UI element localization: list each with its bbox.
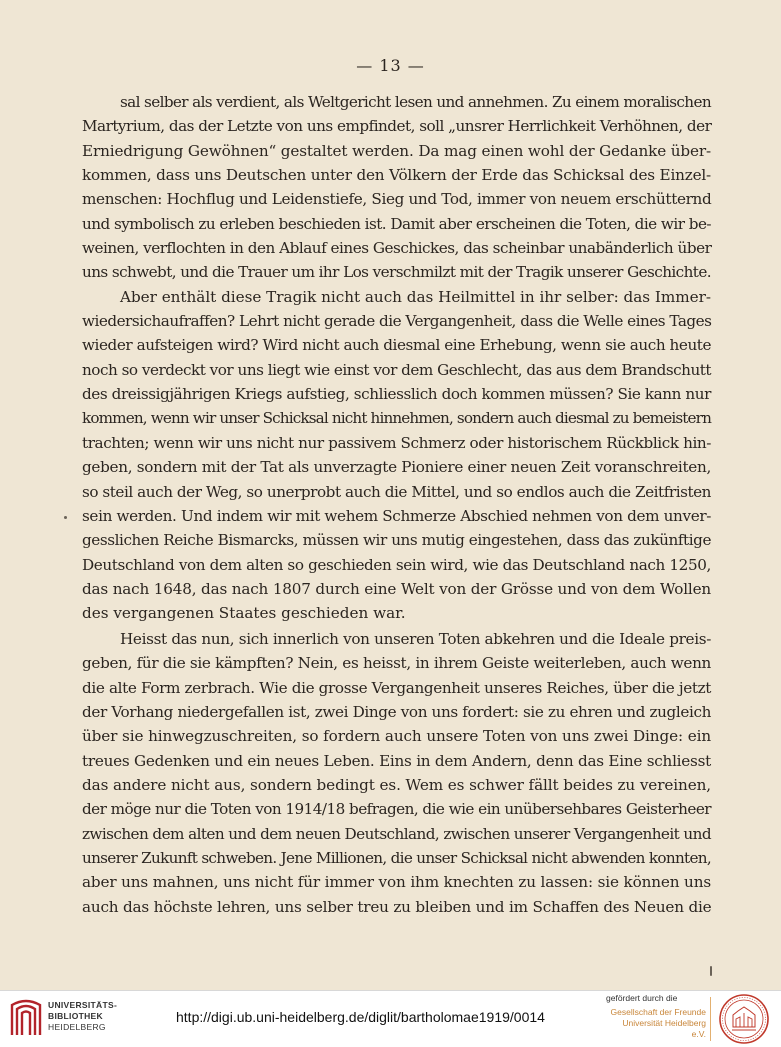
text-line: Deutschland von dem alten so geschieden sein wird, wie das Deutschland nach 1250, <box>82 555 711 574</box>
page-number: — 13 — <box>356 56 425 75</box>
text-line: aber uns mahnen, uns nicht für immer von ihm knechten zu lassen: sie können uns <box>82 873 711 892</box>
text-line: geben, sondern mit der Tat als unverzagte Pioniere einer neuen Zeit voranschreiten, <box>82 458 711 477</box>
paragraph-2 <box>82 627 711 919</box>
ink-speck <box>64 516 67 519</box>
text-line: der Vorhang niedergefallen ist, zwei Dinge von uns fordert: sie zu ehren und zugleich <box>82 703 711 722</box>
text-line: noch so verdeckt vor uns liegt wie einst vor dem Geschlecht, das aus dem Brandschutt <box>82 360 711 379</box>
university-library-logo-icon <box>10 999 42 1037</box>
ink-speck <box>710 966 712 976</box>
text-line: Heisst das nun, sich innerlich von unseren Toten abkehren und die Ideale preis- <box>120 630 711 648</box>
permalink-url[interactable]: http://digi.ub.uni-heidelberg.de/diglit/bartholomae1919/0014 <box>176 1009 545 1025</box>
text-line: kommen, dass uns Deutschen unter den Völkern der Erde das Schicksal des Einzel- <box>82 166 711 185</box>
text-line: Martyrium, das der Letzte von uns empfindet, soll „unsrer Herrlichkeit Verhöhnen, der <box>82 117 712 136</box>
library-name-line: UNIVERSITÄTS- <box>48 1000 118 1010</box>
text-line: das nach 1648, das nach 1807 durch eine Welt von der Grösse und von dem Wollen <box>82 579 711 598</box>
text-line: wiedersichaufraffen? Lehrt nicht gerade die Vergangenheit, dass die Welle eines Tages <box>82 312 712 331</box>
text-line: Erniedrigung Gewöhnen“ gestaltet werden. Da mag einen wohl der Gedanke über- <box>82 141 712 160</box>
footer-bar <box>0 990 781 1047</box>
text-line: gesslichen Reiche Bismarcks, müssen wir uns mutig eingestehen, dass das zukünftige <box>82 531 712 550</box>
text-line: kommen, wenn wir unser Schicksal nicht hinnehmen, sondern auch diesmal zu bemeistern <box>82 409 711 428</box>
sponsor-divider <box>710 997 711 1041</box>
text-line: des vergangenen Staates geschieden war. <box>82 604 406 623</box>
sponsor-name <box>606 1007 706 1040</box>
sponsor-label: gefördert durch die <box>606 993 678 1003</box>
text-line: menschen: Hochflug und Leidenstiefe, Sieg und Tod, immer von neuem erschütternd <box>82 190 712 209</box>
text-line: treues Gedenken und ein neues Leben. Eins in dem Andern, denn das Eine schliesst <box>82 751 711 770</box>
text-line: Aber enthält diese Tragik nicht auch das Heilmittel in ihr selber: das Immer- <box>120 287 711 306</box>
sponsor-name-line: Gesellschaft der Freunde <box>610 1007 706 1017</box>
text-line: sein werden. Und indem wir mit wehem Schmerze Abschied nehmen von dem unver- <box>82 506 712 525</box>
text-line: des dreissigjährigen Kriegs aufstieg, schliesslich doch kommen müssen? Sie kann nur <box>82 385 711 404</box>
text-line: so steil auch der Weg, so unerprobt auch die Mittel, und so endlos auch die Zeitfristen <box>82 482 711 501</box>
text-line: das andere nicht aus, sondern bedingt es. Wem es schwer fällt beides zu vereinen, <box>82 776 711 795</box>
text-line: sal selber als verdient, als Weltgericht lesen und annehmen. Zu einem moralischen <box>120 93 711 111</box>
university-seal-icon <box>718 993 770 1045</box>
library-name <box>48 1000 117 1033</box>
text-line: weinen, verflochten in den Ablauf eines Geschickes, das scheinbar unabänderlich über <box>82 239 712 258</box>
text-line: uns schwebt, und die Trauer um ihr Los verschmilzt mit der Tragik unserer Geschichte. <box>82 263 711 282</box>
text-line: die alte Form zerbrach. Wie die grosse Vergangenheit unseres Reiches, über die jetzt <box>82 678 711 697</box>
text-line: und symbolisch zu erleben beschieden ist. Damit aber erscheinen die Toten, die wir be- <box>82 214 711 233</box>
text-line: geben, für die sie kämpften? Nein, es heisst, in ihrem Geiste weiterleben, auch wenn <box>82 654 711 673</box>
library-name-line: BIBLIOTHEK <box>48 1011 103 1021</box>
text-line: unserer Zukunft schweben. Jene Millionen, die unser Schicksal nicht abwenden konnten, <box>82 849 711 868</box>
sponsor-name-line: Universität Heidelberg e.V. <box>622 1018 706 1039</box>
text-line: der möge nur die Toten von 1914/18 befragen, die wie ein unübersehbares Geisterheer <box>82 800 711 819</box>
text-line: zwischen dem alten und dem neuen Deutschland, zwischen unserer Vergangenheit und <box>82 824 711 843</box>
text-line: über sie hinwegzuschreiten, so fordern auch unsere Toten von uns zwei Dinge: ein <box>82 727 711 746</box>
text-line: wieder aufsteigen wird? Wird nicht auch diesmal eine Erhebung, wenn sie auch heute <box>82 336 711 355</box>
text-line: trachten; wenn wir uns nicht nur passivem Schmerz oder historischem Rückblick hin- <box>82 433 711 452</box>
library-name-line: HEIDELBERG <box>48 1022 106 1032</box>
paragraph-1 <box>82 90 711 626</box>
text-line: auch das höchste lehren, uns selber treu zu bleiben und im Schaffen des Neuen die <box>82 897 712 916</box>
